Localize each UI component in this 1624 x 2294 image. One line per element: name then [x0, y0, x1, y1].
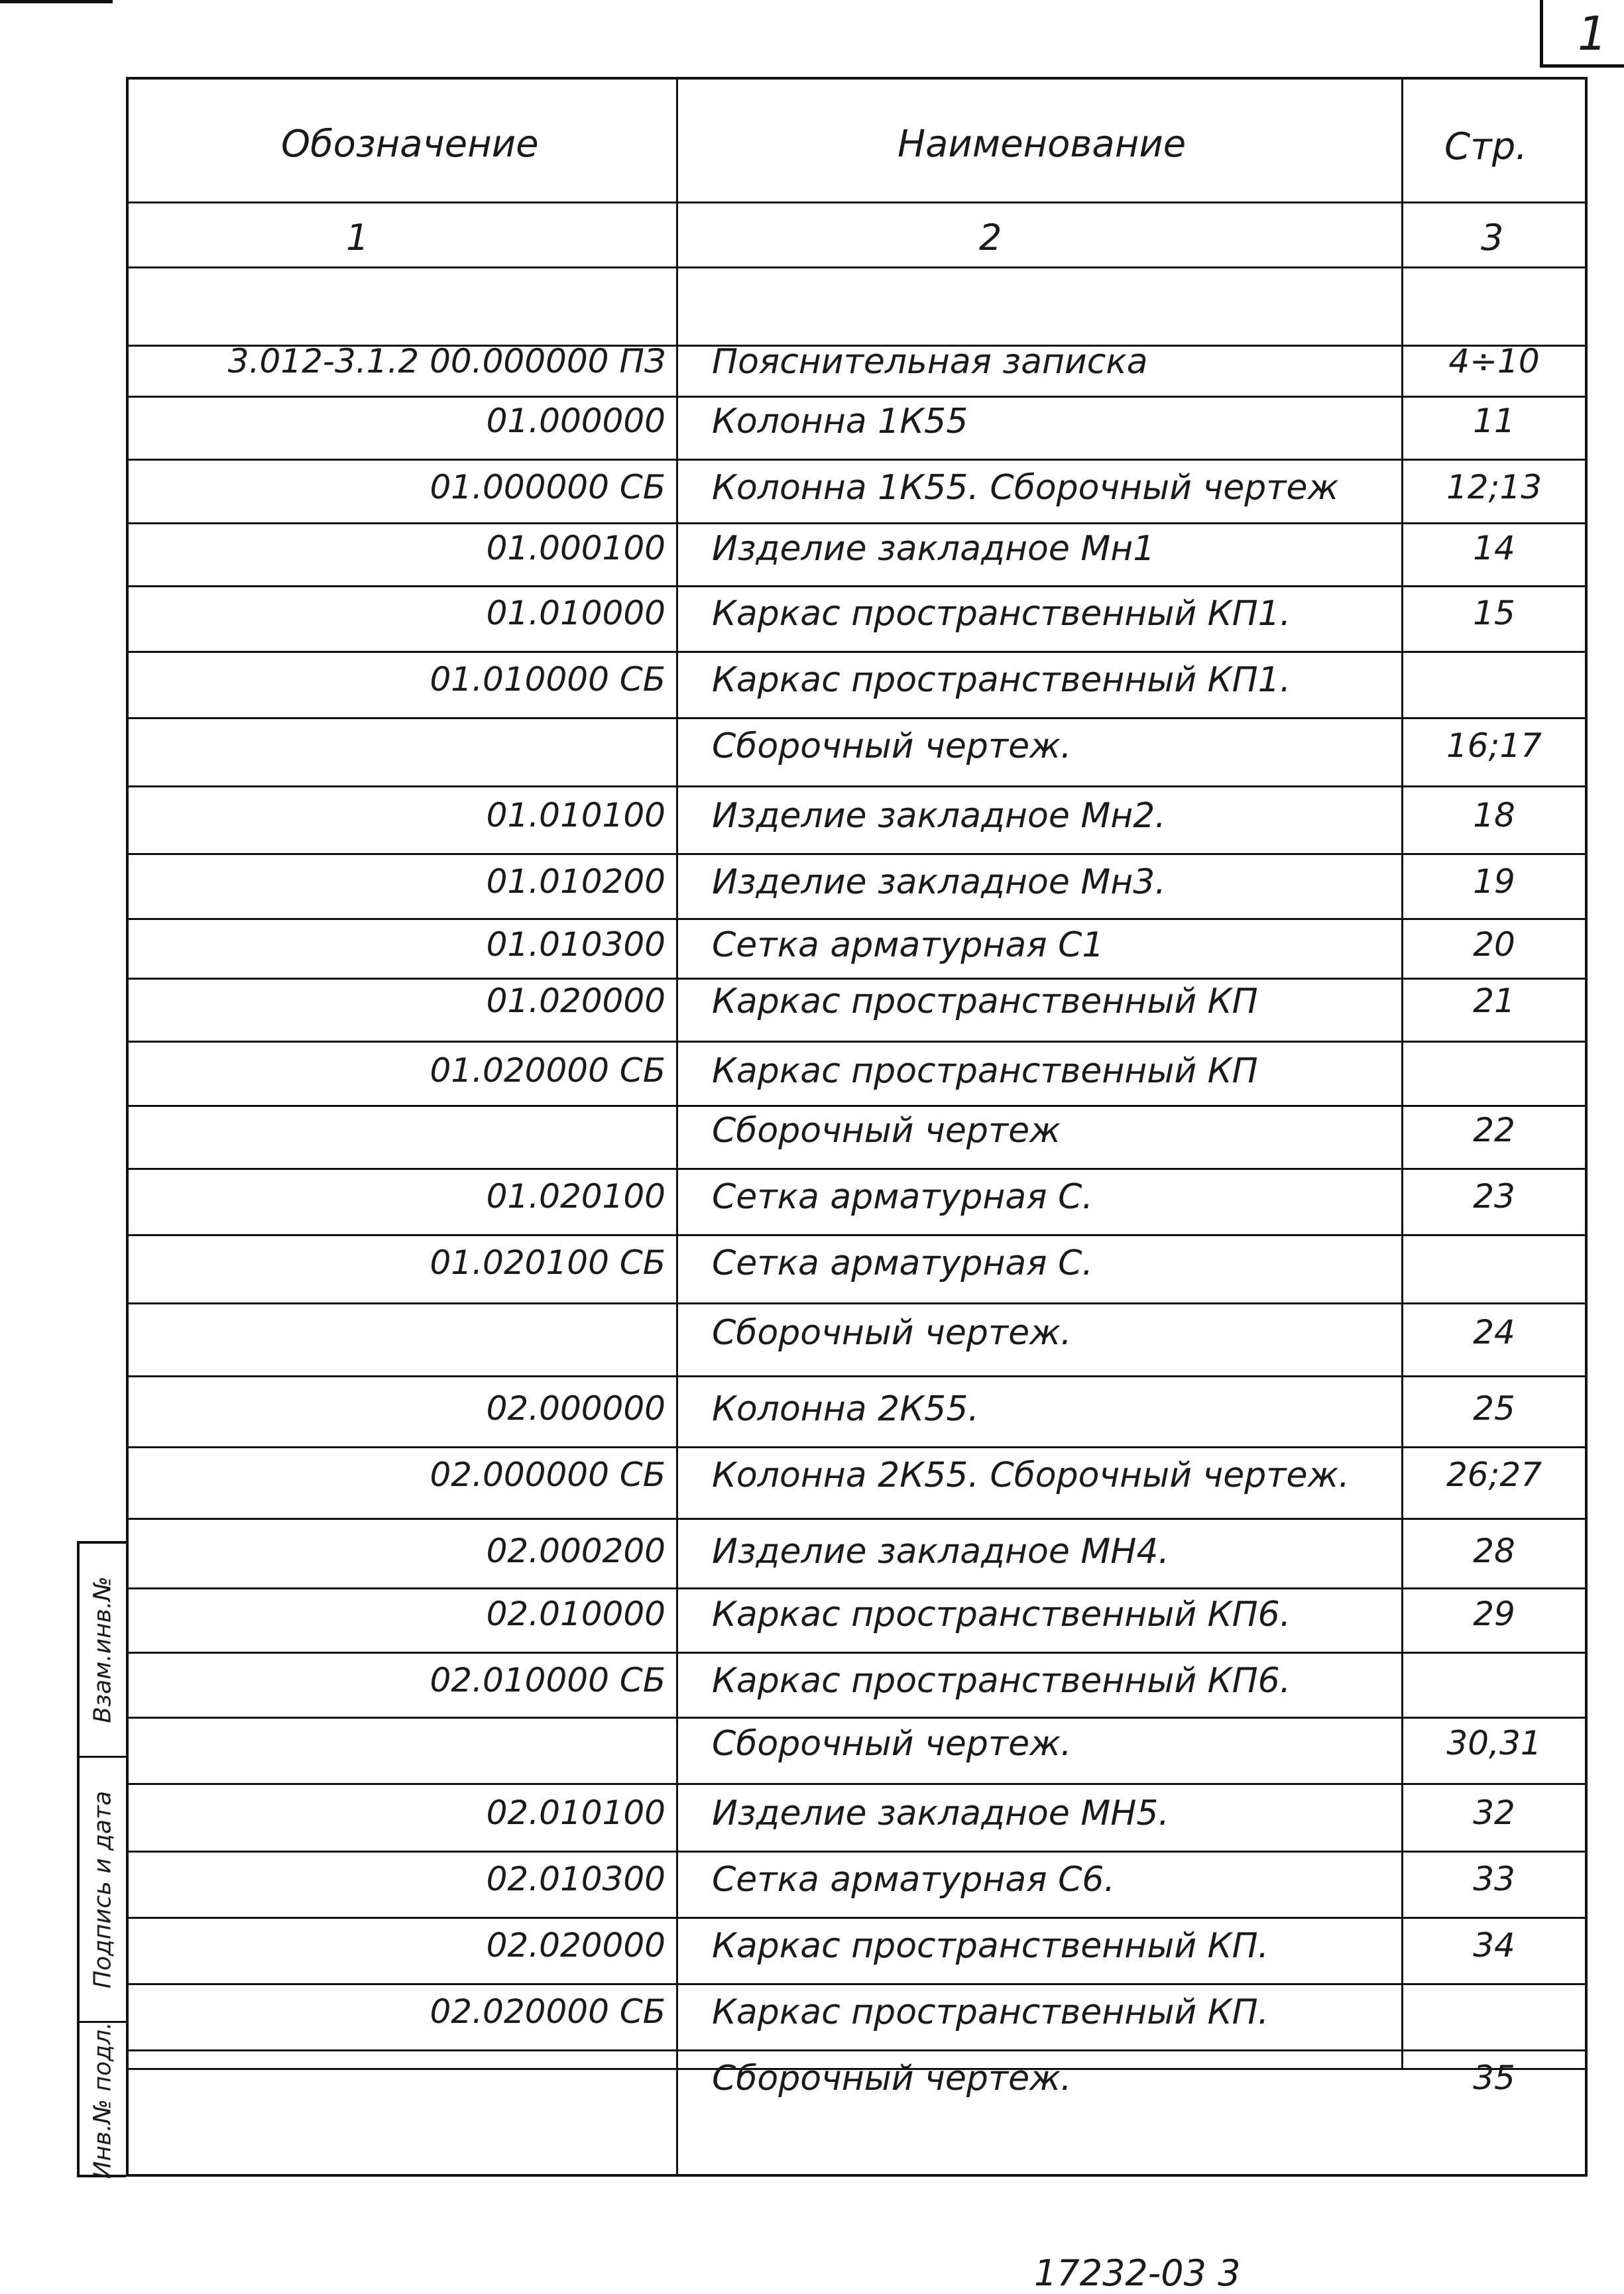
- row-divider: [129, 459, 1585, 461]
- row-page: 32: [1473, 1794, 1515, 1832]
- row-name: Каркас пространственный КП6.: [712, 1595, 1291, 1634]
- corner-frame: [1540, 64, 1624, 68]
- row-name: Сборочный чертеж.: [712, 1313, 1072, 1353]
- row-page: 14: [1473, 529, 1515, 567]
- row-designation: 01.010300: [486, 925, 666, 964]
- row-name: Сетка арматурная С.: [712, 1177, 1093, 1217]
- row-page: 19: [1473, 862, 1515, 901]
- row-designation: 02.020000 СБ: [430, 1992, 666, 2031]
- row-name: Сборочный чертеж.: [712, 2059, 1072, 2098]
- row-designation: 02.010300: [486, 1860, 666, 1898]
- row-divider: [129, 785, 1585, 787]
- row-divider: [129, 1851, 1585, 1853]
- row-divider: [129, 1105, 1585, 1107]
- row-divider: [129, 1983, 1585, 1985]
- row-divider: [129, 1717, 1585, 1719]
- corner-rule: [0, 0, 113, 3]
- row-page: 24: [1473, 1313, 1515, 1351]
- row-name: Каркас пространственный КП1.: [712, 660, 1291, 700]
- row-name: Каркас пространственный КП.: [712, 1992, 1269, 2032]
- side-label: Инв.№ подл.: [89, 2022, 117, 2179]
- row-designation: 01.010200: [486, 862, 666, 901]
- row-designation: 3.012-3.1.2 00.000000 ПЗ: [227, 342, 666, 380]
- row-divider: [129, 1302, 1585, 1304]
- row-page: 22: [1473, 1111, 1515, 1149]
- row-name: Изделие закладное Мн3.: [712, 862, 1166, 902]
- row-name: Каркас пространственный КП6.: [712, 1661, 1291, 1701]
- row-designation: 01.020000: [486, 982, 666, 1020]
- row-designation: 01.020100 СБ: [430, 1243, 666, 1282]
- row-name: Каркас пространственный КП1.: [712, 594, 1291, 634]
- sheet-stamp: 1: [1578, 7, 1607, 61]
- row-designation: 02.010100: [486, 1794, 666, 1832]
- row-divider: [129, 1518, 1585, 1520]
- row-divider: [129, 1234, 1585, 1236]
- row-name: Колонна 2К55. Сборочный чертеж.: [712, 1456, 1350, 1495]
- row-divider: [129, 585, 1585, 587]
- row-divider: [129, 1587, 1585, 1589]
- row-name: Изделие закладное Мн2.: [712, 796, 1166, 836]
- row-page: 4÷10: [1448, 342, 1540, 380]
- row-name: Сетка арматурная С6.: [712, 1860, 1116, 1900]
- row-divider: [129, 266, 1585, 268]
- row-designation: 02.000200: [486, 1532, 666, 1570]
- row-designation: 01.010100: [486, 796, 666, 834]
- column-number: 1: [346, 217, 369, 258]
- row-page: 15: [1473, 594, 1515, 632]
- row-page: 16;17: [1446, 726, 1542, 765]
- row-designation: 01.020100: [486, 1177, 666, 1216]
- row-name: Сборочный чертеж.: [712, 1724, 1072, 1764]
- row-page: 35: [1473, 2059, 1515, 2097]
- row-divider: [129, 1168, 1585, 1170]
- row-page: 12;13: [1446, 468, 1542, 506]
- side-field-signature: [80, 1756, 126, 2021]
- column-number: 3: [1481, 217, 1504, 258]
- row-name: Колонна 1К55: [712, 402, 968, 441]
- row-page: 11: [1473, 402, 1515, 440]
- side-field-replace: [80, 1544, 126, 1756]
- row-page: 30,31: [1446, 1724, 1542, 1762]
- header-name: Наименование: [898, 123, 1187, 166]
- row-divider: [129, 1917, 1585, 1919]
- row-page: 20: [1473, 925, 1515, 964]
- row-page: 28: [1473, 1532, 1515, 1570]
- row-name: Изделие закладное МН5.: [712, 1794, 1169, 1833]
- row-name: Изделие закладное МН4.: [712, 1532, 1169, 1572]
- side-field-original: [80, 2021, 126, 2177]
- row-divider: [129, 1375, 1585, 1377]
- header-designation: Обозначение: [281, 123, 539, 166]
- row-page: 29: [1473, 1595, 1515, 1633]
- row-divider: [129, 978, 1585, 980]
- row-divider: [129, 853, 1585, 855]
- row-name: Каркас пространственный КП.: [712, 1926, 1269, 1966]
- row-name: Сетка арматурная С1: [712, 925, 1104, 965]
- document-code: 17232-03 3: [1034, 2252, 1241, 2294]
- row-designation: 01.020000 СБ: [430, 1051, 666, 1090]
- row-name: Изделие закладное Мн1: [712, 529, 1155, 569]
- column-divider: [1401, 80, 1403, 2068]
- corner-frame: [1540, 0, 1543, 66]
- index-table: [126, 77, 1588, 2177]
- row-designation: 02.010000 СБ: [430, 1661, 666, 1699]
- row-designation: 01.000000: [486, 402, 666, 440]
- row-divider: [129, 2049, 1585, 2051]
- row-name: Колонна 2К55.: [712, 1389, 979, 1429]
- row-page: 34: [1473, 1926, 1515, 1965]
- row-divider: [129, 201, 1585, 203]
- row-page: 23: [1473, 1177, 1515, 1216]
- row-designation: 01.000000 СБ: [430, 468, 666, 506]
- row-page: 18: [1473, 796, 1515, 834]
- row-page: 33: [1473, 1860, 1515, 1898]
- row-divider: [129, 396, 1585, 398]
- row-designation: 02.000000: [486, 1389, 666, 1428]
- row-name: Каркас пространственный КП: [712, 982, 1258, 1021]
- row-page: 21: [1473, 982, 1515, 1020]
- side-stamp: [77, 1541, 126, 2177]
- row-name: Каркас пространственный КП: [712, 1051, 1258, 1091]
- row-name: Колонна 1К55. Сборочный чертеж: [712, 468, 1339, 508]
- side-label: Подпись и дата: [89, 1790, 117, 1988]
- row-divider: [129, 1446, 1585, 1448]
- row-designation: 01.010000 СБ: [430, 660, 666, 699]
- row-designation: 01.000100: [486, 529, 666, 567]
- column-number: 2: [979, 217, 1002, 258]
- row-designation: 02.010000: [486, 1595, 666, 1633]
- row-name: Сборочный чертеж.: [712, 726, 1072, 766]
- row-page: 26;27: [1446, 1456, 1542, 1494]
- row-divider: [129, 651, 1585, 653]
- side-label: Взам.инв.№: [89, 1576, 117, 1723]
- row-divider: [129, 1652, 1585, 1654]
- row-divider: [129, 1783, 1585, 1785]
- row-name: Сетка арматурная С.: [712, 1243, 1093, 1283]
- row-name: Сборочный чертеж: [712, 1111, 1061, 1151]
- row-designation: 02.000000 СБ: [430, 1456, 666, 1494]
- row-divider: [129, 522, 1585, 524]
- row-divider: [129, 1041, 1585, 1043]
- row-page: 25: [1473, 1389, 1515, 1428]
- header-page: Стр.: [1444, 125, 1528, 168]
- column-divider: [676, 80, 678, 2174]
- row-name: Пояснительная записка: [712, 342, 1148, 382]
- row-divider: [129, 717, 1585, 719]
- row-designation: 02.020000: [486, 1926, 666, 1965]
- row-designation: 01.010000: [486, 594, 666, 632]
- row-divider: [129, 918, 1585, 920]
